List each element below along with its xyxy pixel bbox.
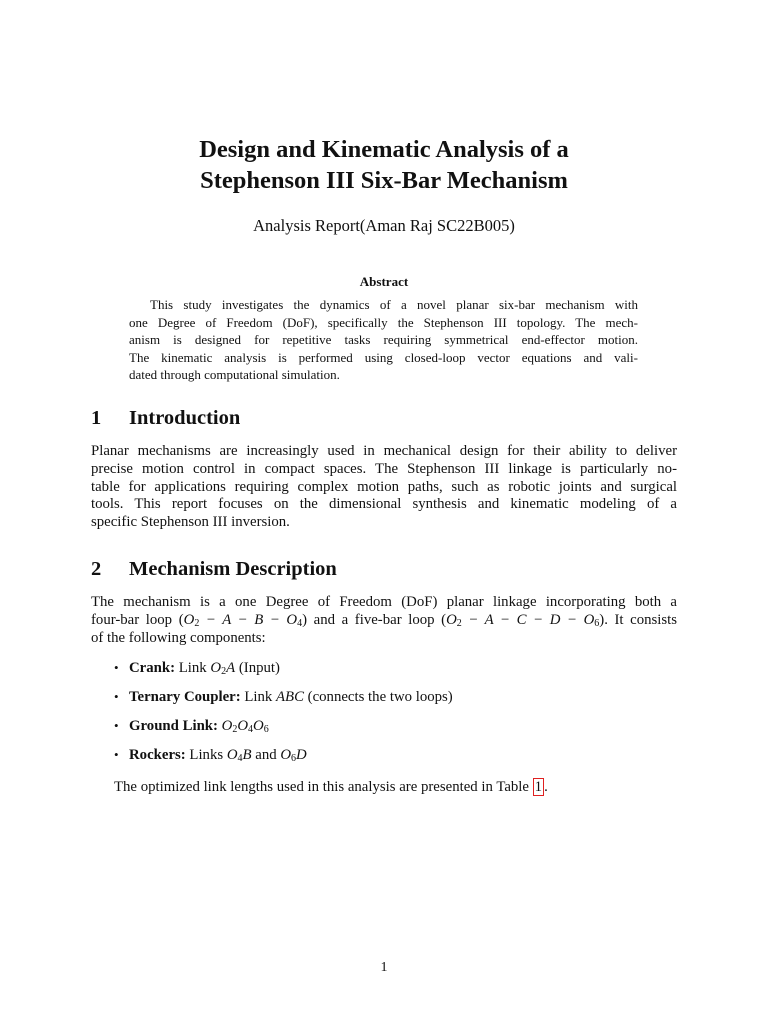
title-line-1: Design and Kinematic Analysis of a: [199, 136, 569, 163]
section-number: 1: [91, 407, 102, 429]
section-number: 2: [91, 558, 102, 580]
paragraph-line: four-bar loop $(O_2 - A - B - O_4)$ and a five-bar loop $(O_2 - A - C - D - O_6)$. It consists: [91, 611, 677, 629]
paragraph-line: of the following components:: [91, 629, 266, 646]
list-item: • Crank: Link $O_2A$ (Input): [114, 660, 280, 677]
list-item: • Ground Link: $O_2O_4O_6$: [114, 718, 269, 735]
paper-title: [0, 134, 768, 196]
abstract-line: The kinematic analysis is performed using closed-loop vector equations and vali-: [129, 349, 638, 365]
section-title: Mechanism Description: [129, 558, 337, 580]
author-line: Analysis Report(Aman Raj SC22B005): [253, 216, 515, 235]
section-1-heading: [91, 405, 240, 431]
paragraph-line: table for applications requiring complex motion paths, such as robotic joints and surgical: [91, 478, 677, 495]
list-item: • Ternary Coupler: Link ABC (connects the two loops): [114, 689, 453, 705]
title-line-2: Stephenson III Six-Bar Mechanism: [200, 167, 568, 194]
bullet-icon: •: [114, 718, 119, 733]
bullet-icon: •: [114, 747, 119, 762]
table-ref-link[interactable]: 1: [534, 779, 543, 795]
abstract-line: one Degree of Freedom (DoF), specifically the Stephenson III topology. The mech-: [129, 314, 638, 330]
abstract-line: dated through computational simulation.: [129, 367, 340, 382]
paragraph-line: The mechanism is a one Degree of Freedom (DoF) planar linkage incorporating both a: [91, 594, 677, 610]
paragraph-line: tools. This report focuses on the dimensional synthesis and kinematic modeling of a: [91, 496, 677, 513]
four-bar-loop-expression: $O_2 - A - B - O_4$: [183, 611, 303, 629]
five-bar-loop-expression: $O_2 - A - C - D - O_6$: [446, 611, 600, 629]
paragraph-line: precise motion control in compact spaces. The Stephenson III linkage is particularly no-: [91, 460, 677, 477]
abstract-line: anism is designed for repetitive tasks requiring symmetrical end-effector motion.: [129, 332, 638, 347]
abstract-line: This study investigates the dynamics of a novel planar six-bar mechanism with: [150, 297, 638, 312]
table-reference-sentence: The optimized link lengths used in this analysis are presented in Table 1 .: [114, 779, 548, 795]
section-2-heading: [91, 556, 337, 582]
paragraph-line: Planar mechanisms are increasingly used in mechanical design for their ability to deliver: [91, 443, 677, 459]
page-number: 1: [380, 960, 388, 975]
abstract-body: [129, 296, 638, 384]
section-1-body: [91, 443, 677, 532]
abstract-heading: Abstract: [359, 274, 409, 289]
section-2-body: [91, 594, 677, 647]
bullet-icon: •: [114, 660, 119, 675]
paragraph-line: specific Stephenson III inversion.: [91, 514, 290, 531]
list-item: • Rockers: Links $O_4B$ and $O_6D$: [114, 747, 307, 764]
bullet-icon: •: [114, 689, 119, 704]
section-title: Introduction: [129, 407, 241, 429]
